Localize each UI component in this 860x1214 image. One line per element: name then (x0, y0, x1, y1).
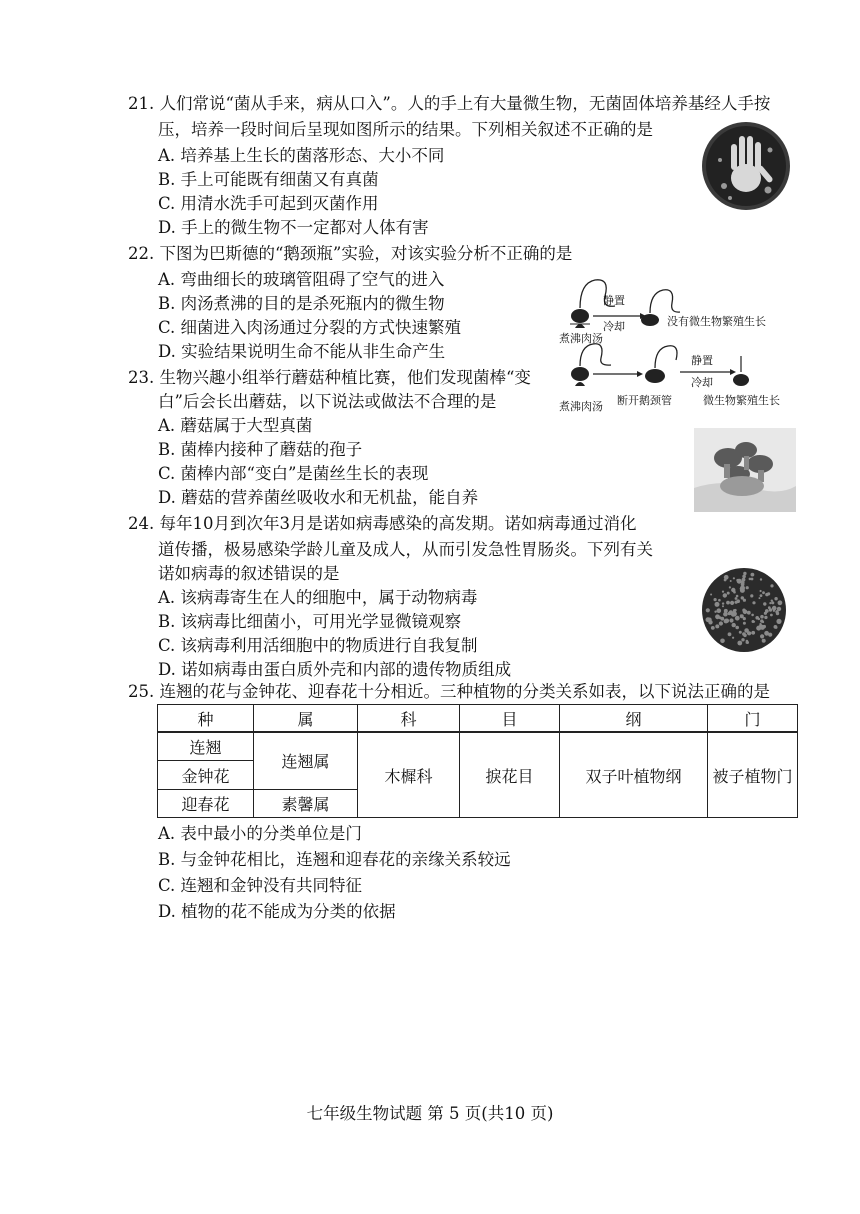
virus-particle (760, 590, 762, 592)
virus-particle (765, 609, 769, 613)
virus-particle (746, 586, 749, 589)
diagram-bottom-result: 微生物繁殖生长 (703, 394, 780, 407)
virus-particle (718, 599, 721, 602)
virus-particle (759, 623, 761, 625)
virus-particle (735, 616, 740, 621)
virus-particle (769, 602, 771, 604)
virus-particle (731, 588, 735, 592)
q23-option-d: D. 蘑菇的营养菌丝吸收水和无机盐，能自养 (158, 488, 479, 507)
norovirus-micrograph-image (700, 566, 788, 654)
virus-particle (770, 584, 773, 587)
virus-particle (742, 575, 746, 579)
virus-particle (764, 631, 769, 636)
q21-option-a: A. 培养基上生长的菌落形态、大小不同 (158, 146, 445, 165)
q23-stem-line1: 23. 生物兴趣小组举行蘑菇种植比赛，他们发现菌棒“变 (128, 368, 531, 387)
diagram-bottom-step2: 冷却 (691, 376, 713, 389)
q22-option-a: A. 弯曲细长的玻璃管阻碍了空气的进入 (158, 270, 445, 289)
virus-particle (740, 588, 742, 590)
virus-particle (767, 592, 770, 595)
q25-option-b: B. 与金钟花相比，连翘和迎春花的亲缘关系较远 (158, 850, 511, 869)
virus-particle (746, 641, 749, 644)
virus-particle (722, 605, 724, 607)
virus-particle (762, 621, 764, 623)
virus-particle (762, 639, 766, 643)
diagram-top-label: 煮沸肉汤 (559, 332, 603, 345)
flask-bottom-right (733, 374, 749, 386)
family-cell: 木樨科 (358, 732, 460, 818)
virus-particle (723, 612, 728, 617)
page-footer: 七年级生物试题 第 5 页(共10 页) (306, 1104, 554, 1123)
virus-particle (714, 611, 716, 613)
diagram-bottom-label: 煮沸肉汤 (559, 400, 603, 413)
virus-particle (722, 602, 724, 604)
swan-neck-tube-bottom-left (580, 344, 611, 366)
q25-option-d: D. 植物的花不能成为分类的依据 (158, 902, 396, 921)
virus-particle (728, 632, 732, 636)
virus-particle (743, 617, 746, 620)
diagram-bottom-mid: 断开鹅颈管 (617, 394, 672, 407)
q21-option-b: B. 手上可能既有细菌又有真菌 (158, 170, 379, 189)
swan-neck-tube-bottom-mid (655, 346, 677, 368)
virus-particle (760, 615, 764, 619)
virus-particle (774, 607, 776, 609)
virus-particle (717, 609, 721, 613)
virus-particle (770, 614, 773, 617)
q21-stem-line1: 21. 人们常说“菌从手来，病从口入”。人的手上有大量微生物，无菌固体培养基经人手按 (128, 94, 771, 113)
mushroom-photo-image (694, 428, 796, 512)
q24-stem-line1: 24. 每年10月到次年3月是诺如病毒感染的高发期。诺如病毒通过消化 (128, 514, 637, 533)
q21-option-c: C. 用清水洗手可起到灭菌作用 (158, 194, 379, 213)
q21-option-d: D. 手上的微生物不一定都对人体有害 (158, 218, 429, 237)
q25-stem: 25. 连翘的花与金钟花、迎春花十分相近。三种植物的分类关系如表，以下说法正确的是 (128, 682, 770, 701)
virus-particle (730, 601, 734, 605)
diagram-top-step2: 冷却 (603, 320, 625, 333)
virus-particle (751, 614, 754, 617)
classification-table (157, 704, 798, 818)
virus-particle (715, 602, 720, 607)
virus-particle (752, 620, 755, 623)
virus-particle (726, 601, 730, 605)
virus-particle (747, 632, 749, 634)
virus-particle (760, 578, 762, 580)
q23-stem-line2: 白”后会长出蘑菇，以下说法或做法不合理的是 (158, 392, 497, 411)
header-genus: 属 (254, 705, 358, 733)
q24-option-a: A. 该病毒寄生在人的细胞中，属于动物病毒 (158, 588, 478, 607)
flask-top-right (641, 314, 659, 326)
q24-stem-line2: 道传播，极易感染学龄儿童及成人，从而引发急性胃肠炎。下列有关 (158, 540, 653, 559)
virus-particle (732, 623, 736, 627)
virus-particle (769, 608, 772, 611)
virus-particle (736, 595, 739, 598)
q22-option-c: C. 细菌进入肉汤通过分裂的方式快速繁殖 (158, 318, 462, 337)
header-phylum: 门 (708, 705, 798, 733)
virus-particle (742, 609, 745, 612)
virus-particle (743, 622, 746, 625)
q23-option-c: C. 菌棒内部“变白”是菌丝生长的表现 (158, 464, 429, 483)
virus-particle (743, 599, 746, 602)
diagram-bottom-step: 静置 (691, 354, 713, 367)
virus-particle (737, 579, 742, 584)
virus-particle (739, 631, 742, 634)
virus-particle (751, 631, 755, 635)
q22-stem: 22. 下图为巴斯德的“鹅颈瓶”实验，对该实验分析不正确的是 (128, 244, 573, 263)
virus-particle (743, 572, 746, 575)
virus-particle (724, 575, 729, 580)
virus-particle (776, 619, 781, 624)
virus-particle (741, 638, 744, 641)
virus-particle (733, 577, 735, 579)
virus-particle (709, 618, 711, 620)
virus-particle (715, 614, 720, 619)
handprint-petri-dish-image (700, 120, 792, 212)
virus-particle (730, 580, 732, 582)
species-yingchunhua: 迎春花 (158, 789, 254, 817)
diagram-top-step: 静置 (603, 294, 625, 307)
virus-particle (751, 573, 755, 577)
virus-particle (760, 594, 763, 597)
virus-particle (735, 626, 739, 630)
virus-particle (763, 602, 766, 605)
swan-neck-tube-top-right (650, 290, 680, 313)
virus-particle (758, 618, 760, 620)
virus-particle (706, 608, 710, 612)
virus-particle (737, 641, 742, 646)
q24-option-d: D. 诺如病毒由蛋白质外壳和内部的遗传物质组成 (158, 660, 512, 679)
virus-particle (714, 598, 717, 601)
virus-particle (776, 612, 779, 615)
virus-particle (760, 634, 764, 638)
diagram-top-result: 没有微生物繁殖生长 (667, 315, 766, 328)
flask-bottom-left (571, 367, 589, 381)
virus-particle (759, 597, 761, 599)
virus-particle (756, 626, 761, 631)
q23-option-a: A. 蘑菇属于大型真菌 (158, 416, 313, 435)
q24-option-c: C. 该病毒利用活细胞中的物质进行自我复制 (158, 636, 478, 655)
virus-particle (732, 637, 734, 639)
virus-particle (747, 611, 751, 615)
virus-particle (708, 620, 712, 624)
order-cell: 捩花目 (460, 732, 560, 818)
virus-particle (727, 592, 730, 595)
q25-option-a: A. 表中最小的分类单位是门 (158, 824, 362, 843)
virus-particle (722, 591, 724, 593)
virus-particle (773, 610, 775, 612)
swan-neck-flask-diagram (555, 268, 800, 428)
q22-option-d: D. 实验结果说明生命不能从非生命产生 (158, 342, 446, 361)
virus-particle (775, 626, 778, 629)
class-cell: 双子叶植物纲 (560, 732, 708, 818)
virus-particle (741, 581, 745, 585)
q22-option-b: B. 肉汤煮沸的目的是杀死瓶内的微生物 (158, 294, 445, 313)
q24-stem-line3: 诺如病毒的叙述错误的是 (158, 564, 340, 583)
virus-particle (732, 611, 737, 616)
q23-option-b: B. 菌棒内接种了蘑菇的孢子 (158, 440, 363, 459)
virus-particle (725, 594, 727, 596)
virus-particle (749, 578, 752, 581)
genus-lianqiao: 连翘属 (254, 732, 358, 789)
header-order: 目 (460, 705, 560, 733)
virus-particle (711, 626, 715, 630)
species-lianqiao: 连翘 (158, 732, 254, 761)
phylum-cell: 被子植物门 (708, 732, 798, 818)
virus-particle (729, 586, 731, 588)
genus-suxin: 素馨属 (254, 789, 358, 817)
virus-particle (720, 639, 725, 644)
virus-particle (778, 600, 783, 605)
virus-particle (750, 594, 753, 597)
virus-particle (762, 591, 765, 594)
virus-particle (728, 612, 732, 616)
virus-particle (771, 600, 773, 602)
virus-particle (777, 607, 781, 611)
virus-particle (752, 601, 755, 604)
virus-particle (710, 594, 712, 596)
virus-particle (720, 617, 724, 621)
virus-particle (724, 619, 729, 624)
header-class: 纲 (560, 705, 708, 733)
q21-stem-line2: 压，培养一段时间后呈现如图所示的结果。下列相关叙述不正确的是 (158, 120, 653, 139)
virus-particle (719, 621, 723, 625)
virus-particle (740, 614, 742, 616)
virus-particle (715, 624, 719, 628)
header-family: 科 (358, 705, 460, 733)
species-jinzhonghua: 金钟花 (158, 761, 254, 789)
header-species: 种 (158, 705, 254, 733)
virus-particle (729, 618, 733, 622)
virus-particle (764, 616, 767, 619)
q24-option-b: B. 该病毒比细菌小，可用光学显微镜观察 (158, 612, 462, 631)
flask-bottom-mid (645, 369, 665, 383)
q25-option-c: C. 连翘和金钟没有共同特征 (158, 876, 363, 895)
virus-particle (735, 597, 738, 600)
virus-particle (744, 628, 749, 633)
flask-top-left (571, 309, 589, 323)
virus-particle (742, 632, 746, 636)
virus-particle (774, 597, 777, 600)
virus-particle (735, 601, 738, 604)
